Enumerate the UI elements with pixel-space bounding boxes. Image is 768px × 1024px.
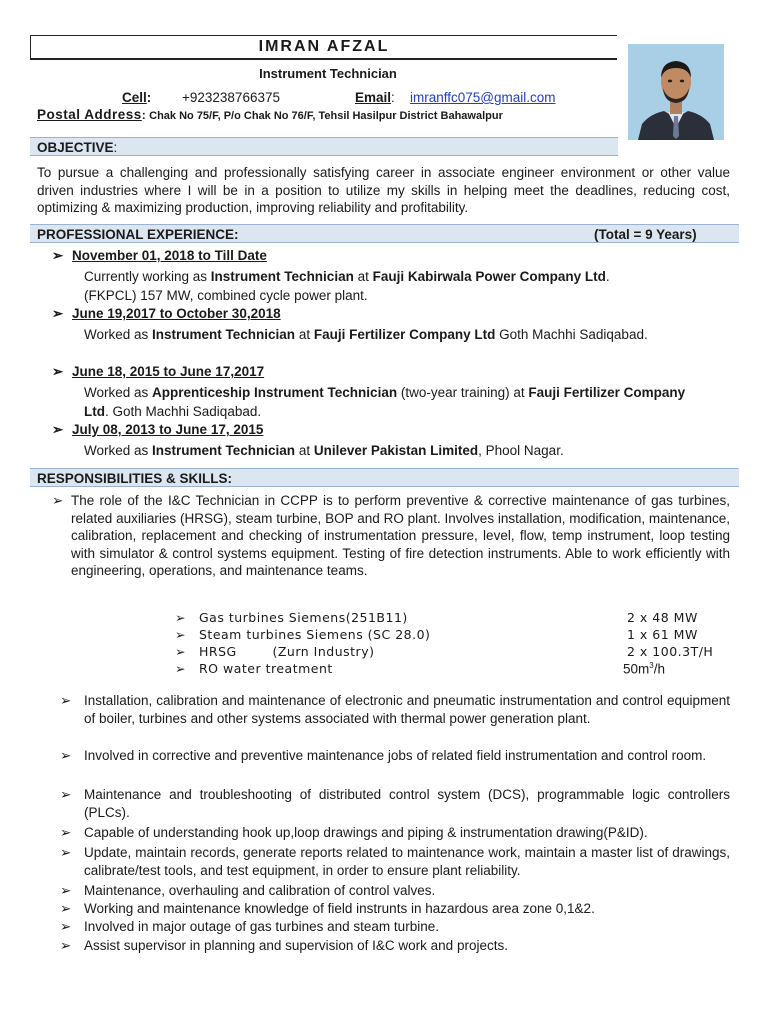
arrow-bullet-icon: ➢ [60, 938, 72, 953]
arrow-bullet-icon: ➢ [60, 748, 72, 763]
arrow-bullet-icon: ➢ [60, 787, 72, 802]
arrow-bullet-icon: ➢ [175, 627, 186, 642]
profile-photo [628, 44, 724, 140]
job-2-description: Worked as Instrument Technician at Fauji Fertilizer Company Ltd Goth Machhi Sadiqabad. [84, 327, 648, 342]
skill-item: ➢ Involved in corrective and preventive maintenance jobs of related field instrumentation and control room. [60, 748, 707, 763]
skill-item: ➢ Update, maintain records, generate reports related to maintenance work, maintain a master list of drawings, calibrate/test tools, and test equipment, in order to ensure plant reliability. [60, 845, 730, 878]
skill-item: ➢ Assist supervisor in planning and supervision of I&C work and projects. [60, 938, 508, 953]
objective-text: To pursue a challenging and professionally satisfying career in associate engineer environment or other value driven industries where I will be in a position to utilize my skills in helping meet the deadlines, reducing cost, optimizing & maximizing production, improving reliability and profitability. [37, 165, 730, 215]
skill-item: ➢ Maintenance and troubleshooting of distributed control system (DCS), programmable logic controllers (PLCs). [60, 787, 730, 820]
arrow-bullet-icon: ➢ [52, 306, 64, 321]
job-title: Instrument Technician [259, 66, 397, 81]
job-4-dates: ➢ July 08, 2013 to June 17, 2015 [52, 422, 264, 437]
arrow-bullet-icon: ➢ [60, 883, 72, 898]
cell-label: Cell: [122, 90, 152, 105]
experience-total: (Total = 9 Years) [594, 227, 697, 242]
candidate-name: IMRAN AFZAL [30, 35, 617, 60]
arrow-bullet-icon: ➢ [52, 364, 64, 379]
skill-item: ➢ Capable of understanding hook up,loop drawings and piping & instrumentation drawing(P&ID). [60, 825, 648, 840]
arrow-bullet-icon: ➢ [175, 661, 186, 676]
skill-item: ➢ Involved in major outage of gas turbines and steam turbine. [60, 919, 439, 934]
job-3-description: Worked as Apprenticeship Instrument Technician (two-year training) at Fauji Fertilizer Company Ltd. Goth Machhi Sadiqabad. [84, 385, 686, 419]
arrow-bullet-icon: ➢ [60, 693, 72, 708]
email-link[interactable]: imranffc075@gmail.com [410, 90, 556, 105]
experience-header: PROFESSIONAL EXPERIENCE: (Total = 9 Years) [30, 224, 739, 243]
arrow-bullet-icon: ➢ [60, 919, 72, 934]
objective-header: OBJECTIVE: [30, 137, 618, 156]
job-3-dates: ➢ June 18, 2015 to June 17,2017 [52, 364, 265, 379]
postal-address: Postal Address: Chak No 75/F, P/o Chak No 76/F, Tehsil Hasilpur District Bahawalpur [37, 107, 503, 122]
arrow-bullet-icon: ➢ [60, 901, 72, 916]
email-label: Email: [355, 90, 395, 105]
intro-bullet: ➢ The role of the I&C Technician in CCPP is to perform preventive & corrective maintenance of gas turbines, related auxiliaries (HRSG), steam turbine, BOP and RO plant. Involves installation, modification, maintenance, calibration, replacement and checking of instrumentation pressure, level, flow, temp instrument, loop testing with simulator & control systems equipment. Testing of fire detection instruments. Able to work efficiently with engineering, operations, and maintenance teams. [52, 493, 730, 578]
arrow-bullet-icon: ➢ [52, 248, 64, 263]
arrow-bullet-icon: ➢ [60, 845, 72, 860]
job-2-dates: ➢ June 19,2017 to October 30,2018 [52, 306, 281, 321]
job-1-description: Currently working as Instrument Technician at Fauji Kabirwala Power Company Ltd. (FKPCL) 157 MW, combined cycle power plant. [84, 269, 610, 303]
arrow-bullet-icon: ➢ [175, 610, 186, 625]
postal-label: Postal Address [37, 107, 142, 122]
job-1-dates: ➢ November 01, 2018 to Till Date [52, 248, 267, 263]
postal-value: Chak No 75/F, P/o Chak No 76/F, Tehsil Hasilpur District Bahawalpur [149, 110, 503, 122]
arrow-bullet-icon: ➢ [52, 422, 64, 437]
skill-item: ➢ Maintenance, overhauling and calibration of control valves. [60, 883, 436, 898]
job-4-description: Worked as Instrument Technician at Unilever Pakistan Limited, Phool Nagar. [84, 443, 564, 458]
skill-item: ➢ Working and maintenance knowledge of field instrunts in hazardous area zone 0,1&2. [60, 901, 595, 916]
profile-photo-image [628, 44, 724, 140]
arrow-bullet-icon: ➢ [60, 825, 72, 840]
cell-value: +923238766375 [182, 90, 280, 105]
arrow-bullet-icon: ➢ [175, 644, 186, 659]
skill-item: ➢ Installation, calibration and maintenance of electronic and pneumatic instrumentation and control equipment of boiler, turbines and other systems associated with thermal power generation plant. [60, 693, 730, 726]
skills-header: RESPONSIBILITIES & SKILLS: [30, 468, 739, 487]
arrow-bullet-icon: ➢ [52, 493, 64, 508]
